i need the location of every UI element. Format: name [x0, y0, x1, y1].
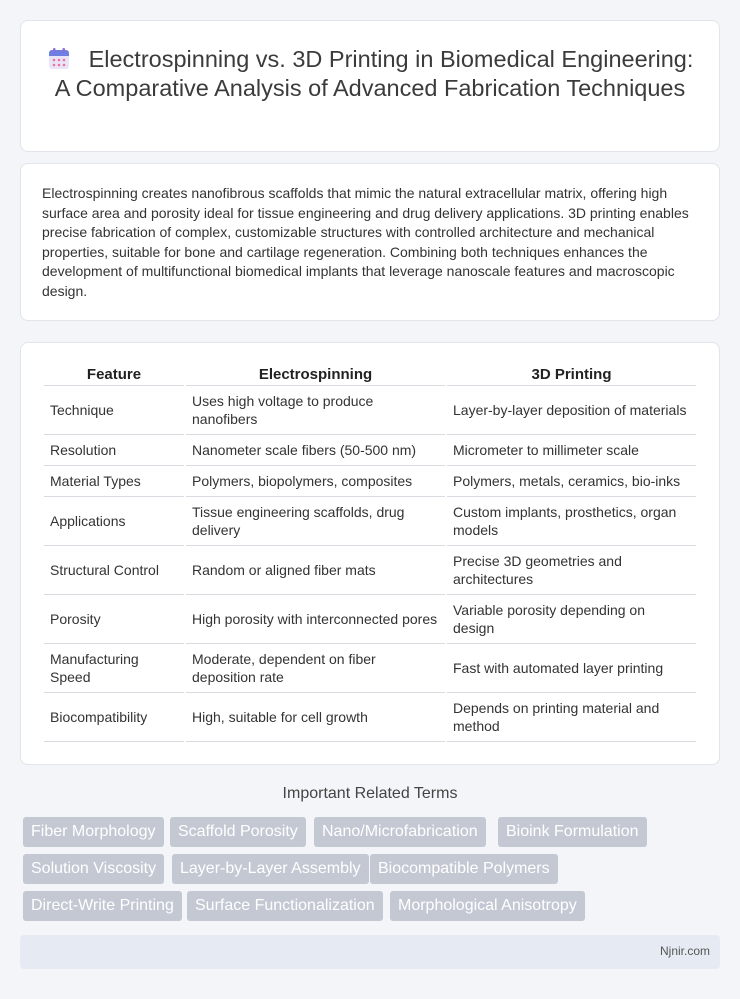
intro-paragraph: Electrospinning creates nanofibrous scaffolds that mimic the natural extracellular matrix, offering high surface area and porosity ideal for tissue engineering and drug delivery applications. 3D printing enables precise fabrication of complex, customizable structures with controlled architecture and mechanical properties, suitable for bone and cartilage regeneration. Combining both techniques enhances the development of multifunctional biomedical implants that leverage nanoscale features and macroscopic design.	[42, 185, 689, 299]
cell-electrospinning: Uses high voltage to produce nanofibers	[186, 386, 445, 435]
table-row	[44, 644, 696, 693]
cell-feature: Structural Control	[44, 546, 184, 595]
cell-3d-printing: Micrometer to millimeter scale	[447, 435, 696, 466]
cell-3d-printing: Fast with automated layer printing	[447, 644, 696, 693]
cell-3d-printing: Layer-by-layer deposition of materials	[447, 386, 696, 435]
tag-layer-by-layer-assembly[interactable]: Layer-by-Layer Assembly	[172, 854, 369, 884]
tag-scaffold-porosity[interactable]: Scaffold Porosity	[170, 817, 306, 847]
cell-electrospinning: Nanometer scale fibers (50-500 nm)	[186, 435, 445, 466]
comparison-card	[20, 342, 720, 765]
table-header-row	[44, 364, 696, 386]
tag-surface-functionalization[interactable]: Surface Functionalization	[187, 891, 383, 921]
cell-feature: Resolution	[44, 435, 184, 466]
title-card	[20, 20, 720, 152]
table-row	[44, 595, 696, 644]
tag-biocompatible-polymers[interactable]: Biocompatible Polymers	[370, 854, 558, 884]
tag-morphological-anisotropy[interactable]: Morphological Anisotropy	[390, 891, 585, 921]
comparison-table	[42, 364, 698, 742]
table-row	[44, 466, 696, 497]
cell-3d-printing: Custom implants, prosthetics, organ models	[447, 497, 696, 546]
tag-solution-viscosity[interactable]: Solution Viscosity	[23, 854, 164, 884]
cell-feature: Porosity	[44, 595, 184, 644]
tag-direct-write-printing[interactable]: Direct-Write Printing	[23, 891, 182, 921]
cell-3d-printing: Variable porosity depending on design	[447, 595, 696, 644]
tag-fiber-morphology[interactable]: Fiber Morphology	[23, 817, 164, 847]
intro-card	[20, 163, 720, 321]
footer-site-name[interactable]: Njnir.com	[659, 944, 710, 958]
cell-electrospinning: High, suitable for cell growth	[186, 693, 445, 742]
cell-3d-printing: Depends on printing material and method	[447, 693, 696, 742]
cell-3d-printing: Precise 3D geometries and architectures	[447, 546, 696, 595]
header-feature: Feature	[44, 364, 184, 386]
table-row	[44, 497, 696, 546]
cell-feature: Applications	[44, 497, 184, 546]
cell-electrospinning: Random or aligned fiber mats	[186, 546, 445, 595]
calendar-icon	[47, 47, 71, 71]
table-row	[44, 435, 696, 466]
page-title-text: Electrospinning vs. 3D Printing in Biomedical Engineering: A Comparative Analysis of Advanced Fabrication Techniques	[54, 46, 694, 101]
cell-feature: Manufacturing Speed	[44, 644, 184, 693]
footer	[20, 935, 720, 969]
cell-3d-printing: Polymers, metals, ceramics, bio-inks	[447, 466, 696, 497]
related-terms-heading: Important Related Terms	[282, 785, 458, 802]
header-electrospinning: Electrospinning	[186, 364, 445, 386]
cell-electrospinning: Moderate, dependent on fiber deposition rate	[186, 644, 445, 693]
cell-feature: Biocompatibility	[44, 693, 184, 742]
cell-electrospinning: High porosity with interconnected pores	[186, 595, 445, 644]
cell-feature: Material Types	[44, 466, 184, 497]
table-row	[44, 386, 696, 435]
table-row	[44, 693, 696, 742]
cell-electrospinning: Polymers, biopolymers, composites	[186, 466, 445, 497]
header-3d-printing: 3D Printing	[447, 364, 696, 386]
cell-electrospinning: Tissue engineering scaffolds, drug delivery	[186, 497, 445, 546]
table-row	[44, 546, 696, 595]
page-title	[37, 45, 703, 103]
tag-nano-microfabrication[interactable]: Nano/Microfabrication	[314, 817, 486, 847]
cell-feature: Technique	[44, 386, 184, 435]
tag-bioink-formulation[interactable]: Bioink Formulation	[498, 817, 647, 847]
